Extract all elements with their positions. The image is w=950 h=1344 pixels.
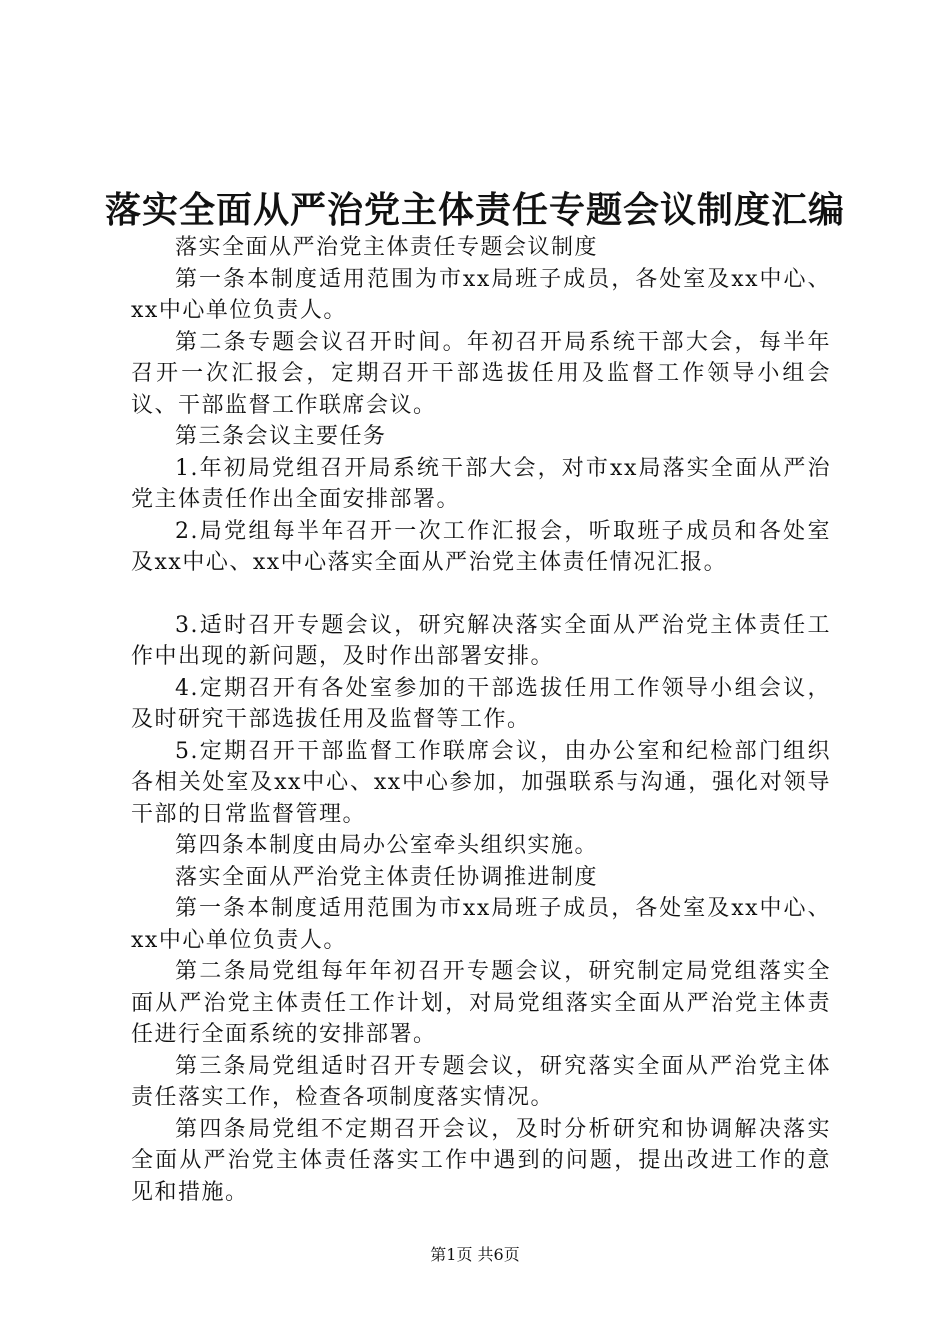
section-heading-2: 落实全面从严治党主体责任协调推进制度 (175, 864, 599, 890)
section-heading-1: 落实全面从严治党主体责任专题会议制度 (175, 235, 599, 260)
page-number: 第1页 共6页 (430, 1245, 520, 1264)
list-item: 1.年初局党组召开局系统干部大会，对市xx局落实全面从严治党主体责任作出全面安排部署。 (131, 455, 831, 512)
document-body (131, 232, 831, 1208)
paragraph: 第三条会议主要任务 (175, 424, 387, 449)
paragraph: 第四条局党组不定期召开会议，及时分析研究和协调解决落实全面从严治党主体责任落实工作中遇到的问题，提出改进工作的意见和措施。 (131, 1116, 831, 1205)
paragraph: 第二条局党组每年年初召开专题会议，研究制定局党组落实全面从严治党主体责任工作计划，对局党组落实全面从严治党主体责任进行全面系统的安排部署。 (131, 959, 831, 1047)
paragraph: 第二条专题会议召开时间。年初召开局系统干部大会，每半年召开一次汇报会，定期召开干部选拔任用及监督工作领导小组会议、干部监督工作联席会议。 (131, 329, 831, 418)
list-item: 3.适时召开专题会议，研究解决落实全面从严治党主体责任工作中出现的新问题，及时作出部署安排。 (131, 612, 831, 669)
paragraph: 第一条本制度适用范围为市xx局班子成员，各处室及xx中心、xx中心单位负责人。 (131, 266, 831, 323)
paragraph: 第三条局党组适时召开专题会议，研究落实全面从严治党主体责任落实工作，检查各项制度落实情况。 (131, 1053, 831, 1110)
document-title: 落实全面从严治党主体责任专题会议制度汇编 (104, 189, 845, 231)
paragraph: 第一条本制度适用范围为市xx局班子成员，各处室及xx中心、xx中心单位负责人。 (131, 896, 831, 953)
list-item: 2.局党组每半年召开一次工作汇报会，听取班子成员和各处室及xx中心、xx中心落实全面从严治党主体责任情况汇报。 (131, 518, 831, 575)
blank-line (131, 579, 831, 610)
paragraph: 第四条本制度由局办公室牵头组织实施。 (175, 833, 599, 858)
list-item: 4.定期召开有各处室参加的干部选拔任用工作领导小组会议，及时研究干部选拔任用及监督等工作。 (131, 675, 831, 732)
list-item: 5.定期召开干部监督工作联席会议，由办公室和纪检部门组织各相关处室及xx中心、xx中心参加，加强联系与沟通，强化对领导干部的日常监督管理。 (131, 738, 831, 827)
